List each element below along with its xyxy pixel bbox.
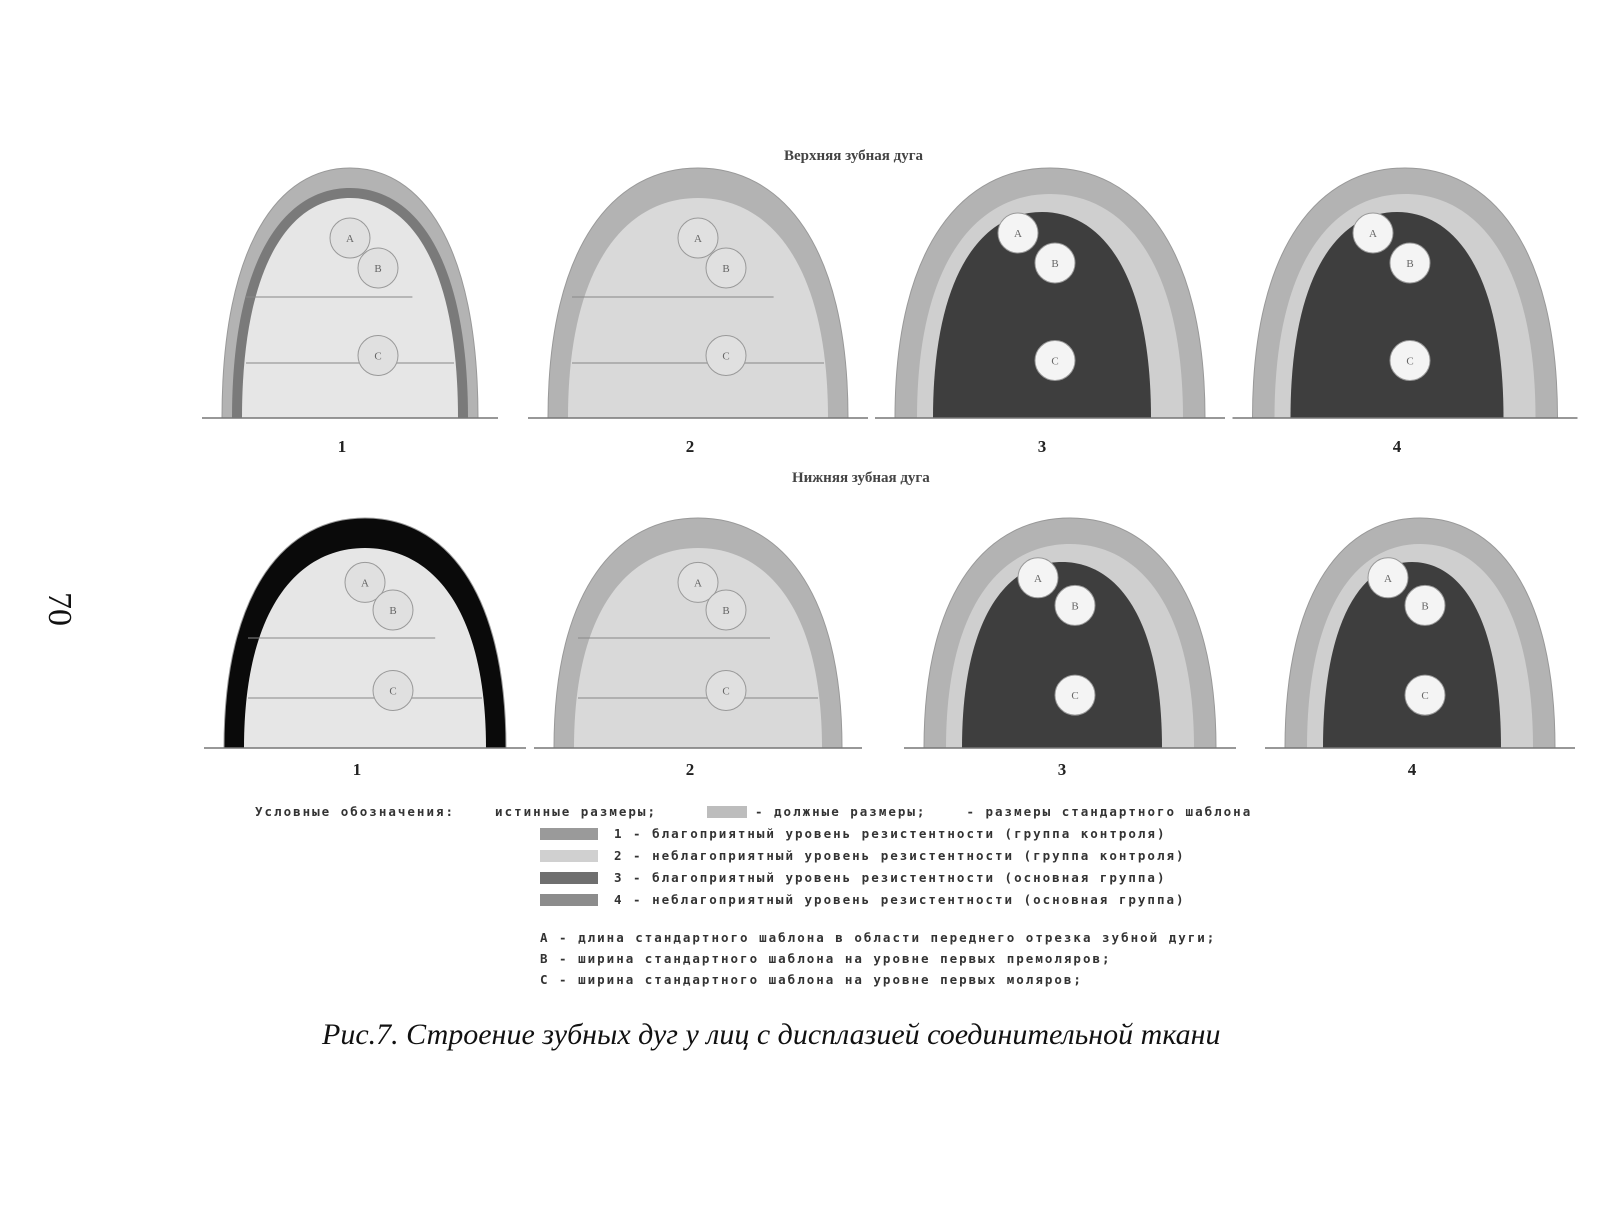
landmark-label: A xyxy=(694,577,702,590)
arch-number-label: 1 xyxy=(352,760,362,779)
arch-number-label: 1 xyxy=(337,437,347,456)
lower-arch-3 xyxy=(904,518,1236,779)
arch-number-label: 3 xyxy=(1057,760,1067,779)
legend-item-text: 3 - благоприятный уровень резистентности (основная группа) xyxy=(614,870,1167,885)
landmark-label: C xyxy=(374,350,382,363)
legend-item xyxy=(540,870,1167,885)
arch-number-label: 3 xyxy=(1037,437,1047,456)
legend-note xyxy=(540,972,1083,987)
legend-item xyxy=(540,826,1167,841)
page-number: 70 xyxy=(41,592,78,626)
legend-note-text: B - ширина стандартного шаблона на уровне первых премоляров; xyxy=(540,951,1112,966)
legend-note xyxy=(540,930,1216,945)
legend-actual-sizes: истинные размеры; xyxy=(495,804,657,819)
landmark-label: B xyxy=(722,605,730,617)
landmark-label: C xyxy=(722,685,730,698)
landmark-label: C xyxy=(1406,355,1414,368)
arch-number-label: 4 xyxy=(1392,437,1402,456)
landmark-label: B xyxy=(1421,600,1429,613)
arch-number-label: 2 xyxy=(685,437,695,456)
legend-item xyxy=(540,892,1186,907)
upper-arch-title: Верхняя зубная дуга xyxy=(784,148,924,164)
legend-swatch xyxy=(540,894,598,906)
figure-caption: Рис.7. Строение зубных дуг у лиц с дисплазией соединительной ткани xyxy=(322,1018,1221,1051)
arch-number-label: 4 xyxy=(1407,760,1417,779)
landmark-label: C xyxy=(1421,690,1429,703)
legend-swatch xyxy=(540,850,598,862)
lower-arch-2 xyxy=(534,518,862,779)
legend-item-text: 1 - благоприятный уровень резистентности (группа контроля) xyxy=(614,826,1167,841)
proper-size-swatch xyxy=(707,806,747,818)
legend-conventions: Условные обозначения: xyxy=(255,804,456,819)
landmark-label: A xyxy=(1014,228,1022,240)
legend-standard-sizes: - размеры стандартного шаблона xyxy=(966,804,1253,819)
upper-arch-3 xyxy=(875,168,1225,456)
landmark-label: A xyxy=(346,233,354,245)
lower-arch-title: Нижняя зубная дуга xyxy=(792,470,930,486)
upper-arch-1 xyxy=(202,168,498,456)
landmark-label: B xyxy=(1406,258,1414,270)
landmark-label: B xyxy=(1071,600,1079,613)
landmark-label: B xyxy=(374,263,382,275)
landmark-label: C xyxy=(1071,690,1079,703)
landmark-label: A xyxy=(1034,572,1042,585)
legend-note-text: C - ширина стандартного шаблона на уровне первых моляров; xyxy=(540,972,1083,987)
landmark-label: B xyxy=(389,605,397,617)
upper-arch-4 xyxy=(1233,168,1578,456)
landmark-label: A xyxy=(1369,228,1377,240)
legend-proper-sizes: - должные размеры; xyxy=(754,804,927,819)
legend-header xyxy=(255,804,1252,819)
arch-number-label: 2 xyxy=(685,760,695,779)
landmark-label: B xyxy=(1051,258,1059,270)
legend-item-text: 2 - неблагоприятный уровень резистентности (группа контроля) xyxy=(614,848,1186,863)
lower-arch-4 xyxy=(1265,518,1575,779)
legend-swatch xyxy=(540,828,598,840)
upper-arch-2 xyxy=(528,168,868,456)
landmark-label: A xyxy=(361,577,369,590)
landmark-label: C xyxy=(1051,355,1059,368)
lower-arch-1 xyxy=(204,518,526,779)
landmark-label: C xyxy=(722,350,730,363)
landmark-label: A xyxy=(1384,572,1392,585)
landmark-label: B xyxy=(722,263,730,275)
legend-note-text: A - длина стандартного шаблона в области переднего отрезка зубной дуги; xyxy=(540,930,1217,945)
legend-swatch xyxy=(540,872,598,884)
legend-item xyxy=(540,848,1186,863)
landmark-label: C xyxy=(389,685,397,698)
legend-item-text: 4 - неблагоприятный уровень резистентности (основная группа) xyxy=(614,892,1186,907)
landmark-label: A xyxy=(694,233,702,245)
legend-note xyxy=(540,951,1112,966)
